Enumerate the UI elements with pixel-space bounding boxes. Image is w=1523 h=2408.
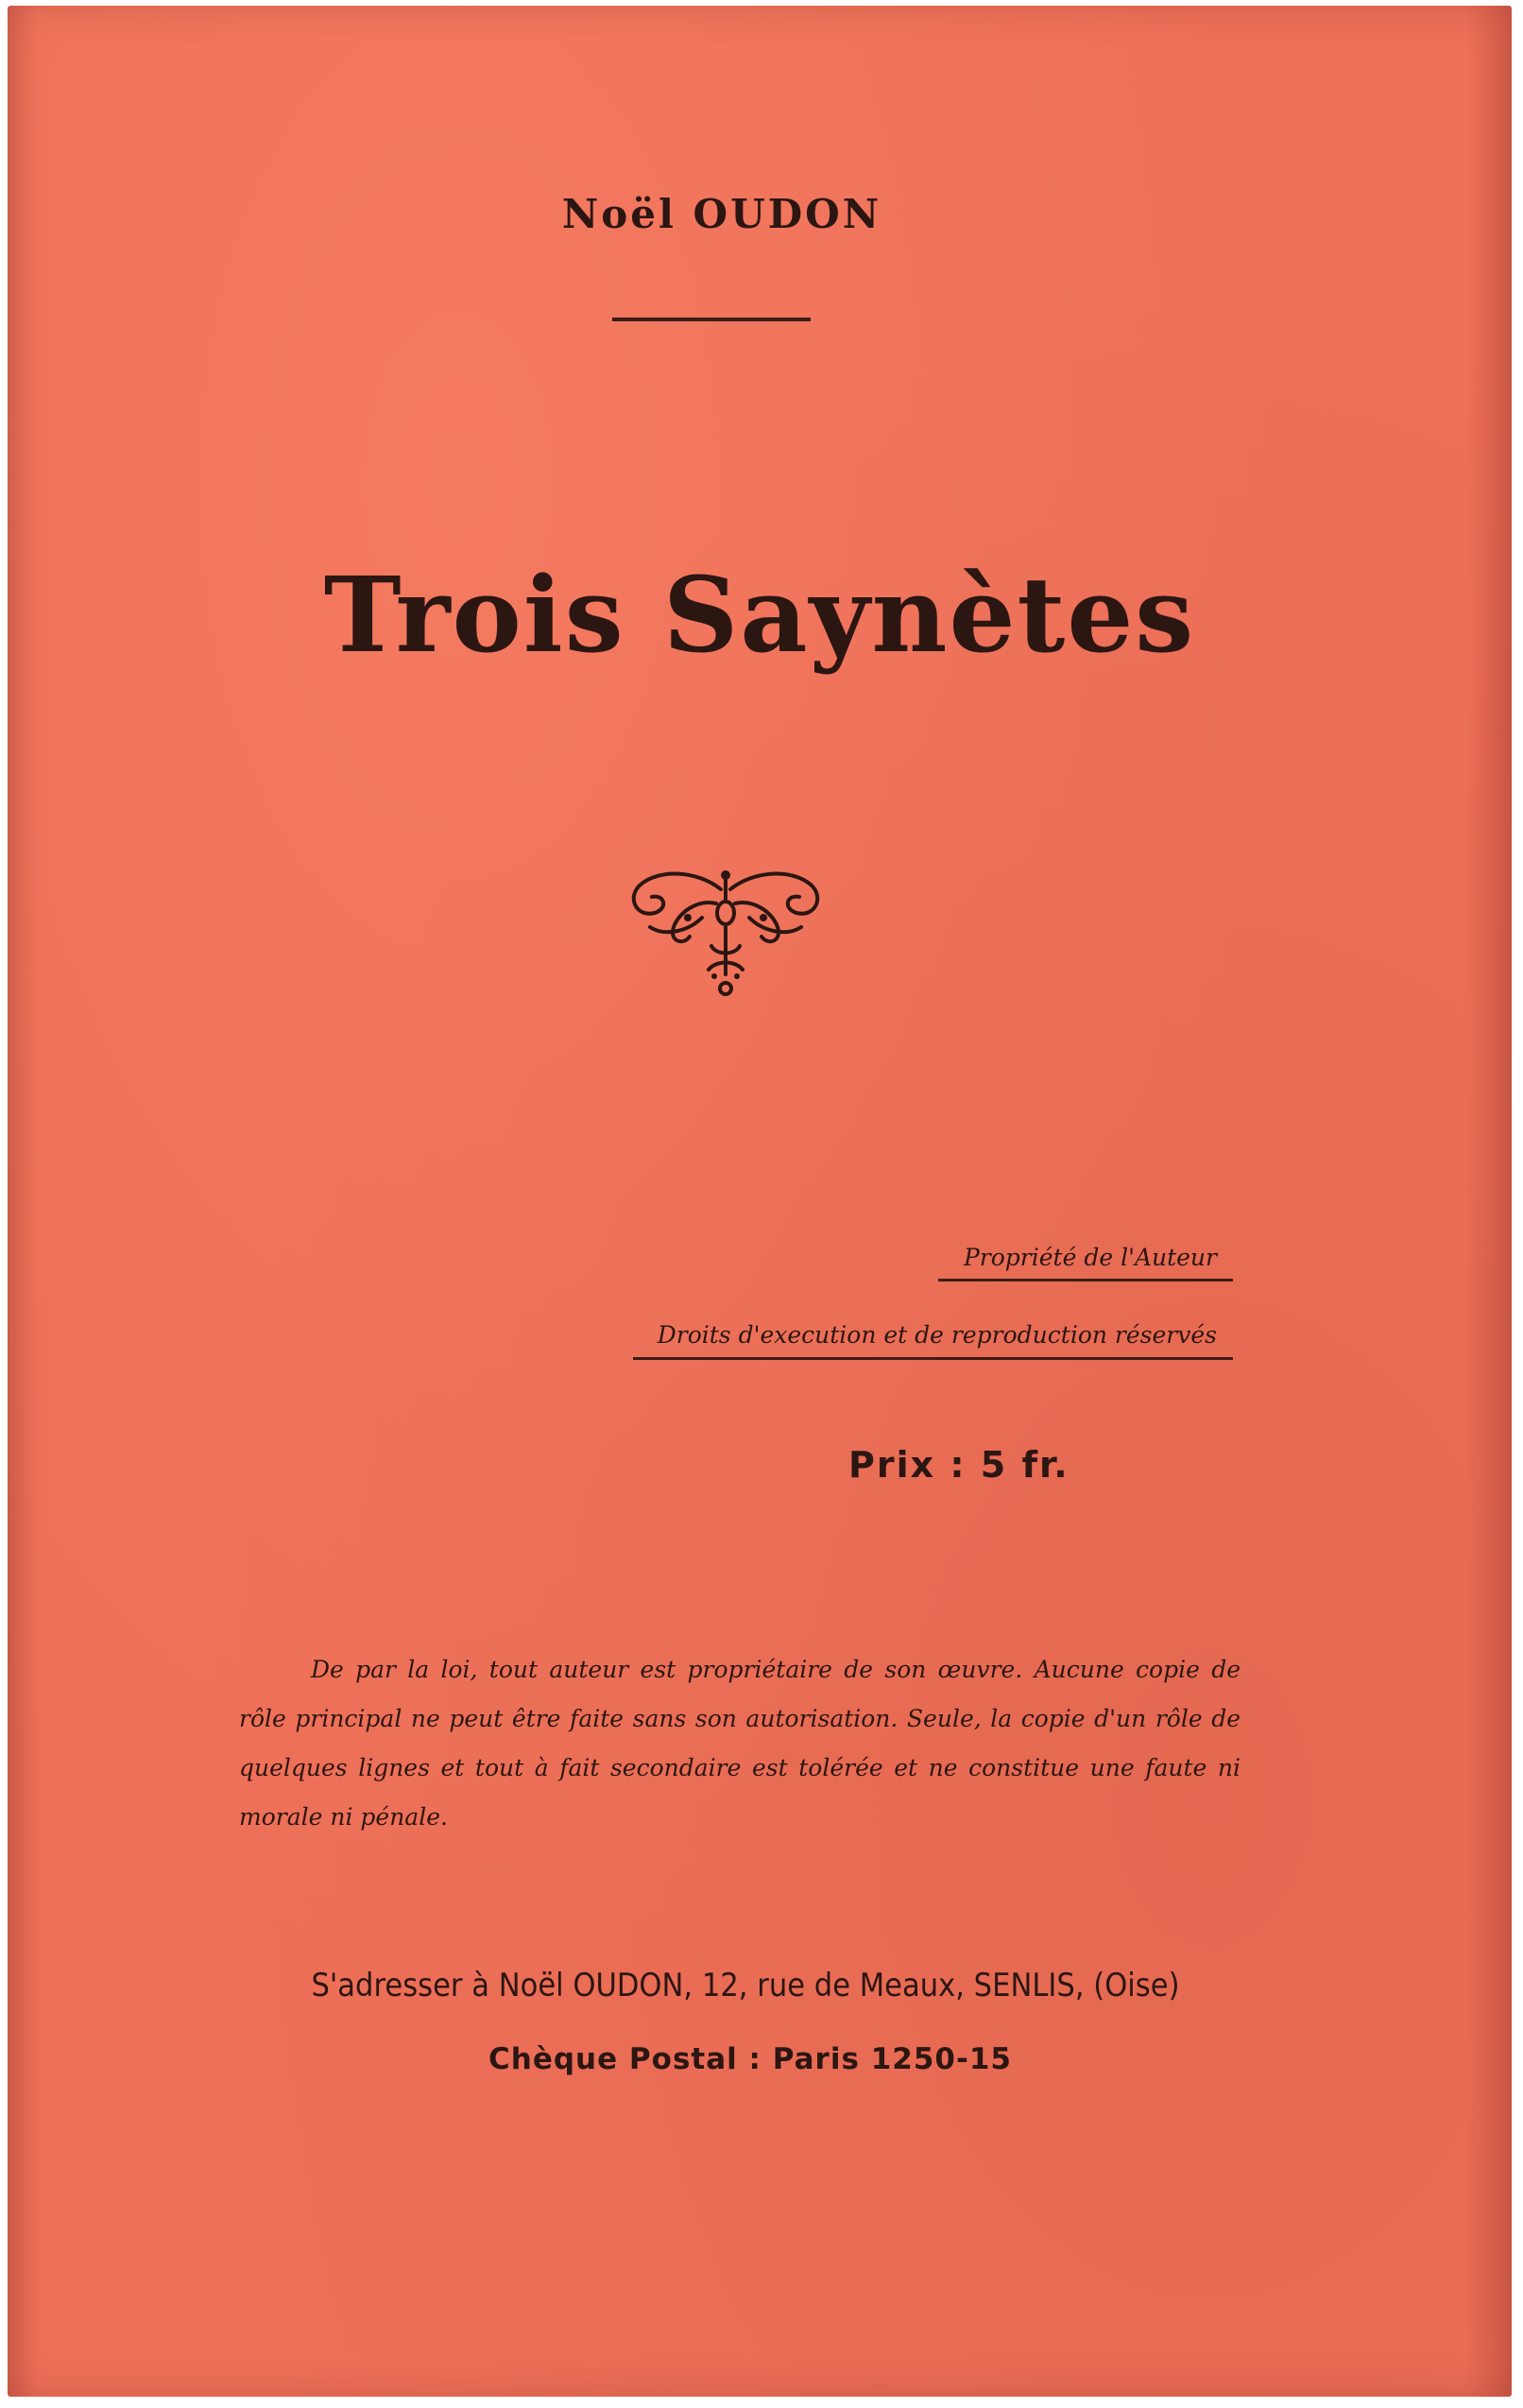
author-name: Noël OUDON — [561, 191, 882, 237]
floral-flourish-icon — [622, 861, 830, 1003]
rights-reserved-line: Droits d'execution et de reproduction réservés — [657, 1321, 1217, 1349]
author-divider — [612, 318, 811, 321]
book-cover — [8, 6, 1512, 2397]
rights-underline-2 — [633, 1357, 1233, 1360]
price-label: Prix : 5 fr. — [848, 1444, 1070, 1486]
copyright-notice: De par la loi, tout auteur est propriétaire de son œuvre. Aucune copie de rôle principal ne peut être faite sans son autorisation. Seule, la copie d'un rôle de quelques lignes et tout à fait secondaire est tolérée et ne constitue une faute ni morale ni pénale. — [239, 1656, 1241, 1831]
rights-property-line: Propriété de l'Auteur — [963, 1244, 1217, 1271]
book-title: Trois Saynètes — [323, 554, 1196, 676]
rights-underline-1 — [938, 1279, 1233, 1281]
postal-cheque: Chèque Postal : Paris 1250-15 — [488, 2042, 1012, 2076]
contact-address: S'adresser à Noël OUDON, 12, rue de Meaux, SENLIS, (Oise) — [311, 1967, 1180, 2004]
